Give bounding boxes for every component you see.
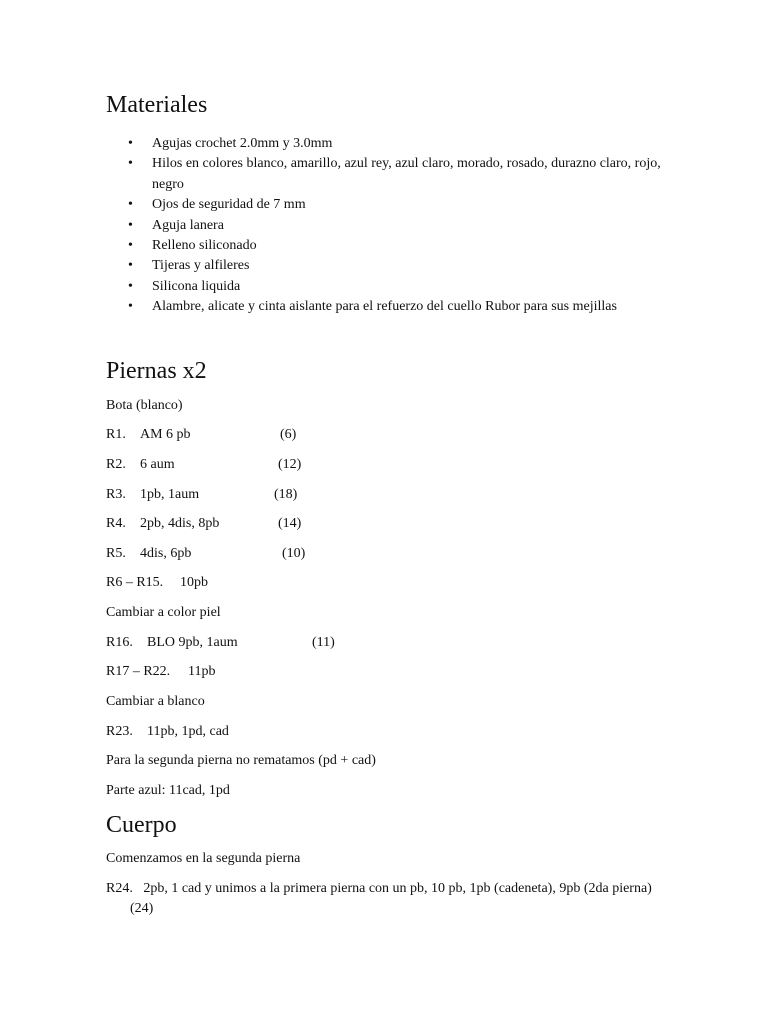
round-label: R1. — [106, 427, 126, 442]
stitch-count: (12) — [278, 457, 302, 472]
round-row-r24 — [106, 879, 666, 919]
round-instruction: 11pb, 1pd, cad — [147, 724, 229, 739]
round-instruction: BLO 9pb, 1aum — [147, 635, 238, 650]
list-item: • Tijeras y alfileres — [106, 256, 666, 276]
comenzamos-text: Comenzamos en la segunda pierna — [106, 851, 301, 866]
round-label: R5. — [106, 546, 126, 561]
cuerpo-heading: Cuerpo — [106, 812, 177, 838]
round-label: R17 – R22. — [106, 664, 171, 679]
list-item: • Agujas crochet 2.0mm y 3.0mm — [106, 134, 666, 154]
color-change-piel: Cambiar a color piel — [106, 605, 221, 620]
round-instruction: 11pb — [188, 664, 216, 679]
bota-label: Bota (blanco) — [106, 398, 183, 413]
stitch-count: (11) — [312, 635, 335, 650]
list-item: • Aguja lanera — [106, 216, 666, 236]
materiales-heading: Materiales — [106, 92, 208, 118]
round-instruction: 6 aum — [140, 457, 175, 472]
parte-azul: Parte azul: 11cad, 1pd — [106, 783, 230, 798]
round-instruction: 4dis, 6pb — [140, 546, 192, 561]
round-instruction: AM 6 pb — [140, 427, 191, 442]
round-instruction: 10pb — [180, 575, 208, 590]
list-item: • Silicona liquida — [106, 277, 666, 297]
round-label: R23. — [106, 724, 133, 739]
round-instruction: 2pb, 4dis, 8pb — [140, 516, 220, 531]
piernas-heading: Piernas x2 — [106, 358, 207, 384]
round-label: R2. — [106, 457, 126, 472]
materials-list — [106, 134, 666, 318]
round-label: R3. — [106, 487, 126, 502]
round-label: R16. — [106, 635, 133, 650]
round-label: R6 – R15. — [106, 575, 164, 590]
list-item: • Hilos en colores blanco, amarillo, azul rey, azul claro, morado, rosado, durazno claro, rojo, negro — [106, 154, 666, 195]
segunda-pierna-note: Para la segunda pierna no rematamos (pd + cad) — [106, 753, 376, 768]
round-label: R4. — [106, 516, 126, 531]
round-label: R24. — [106, 881, 133, 896]
list-item: • Relleno siliconado — [106, 236, 666, 256]
stitch-count: (6) — [280, 427, 297, 442]
stitch-count: (10) — [282, 546, 306, 561]
list-item: • Ojos de seguridad de 7 mm — [106, 195, 666, 215]
list-item: • Alambre, alicate y cinta aislante para el refuerzo del cuello Rubor para sus mejillas — [106, 297, 666, 317]
color-change-blanco: Cambiar a blanco — [106, 694, 205, 709]
stitch-count: (14) — [278, 516, 302, 531]
stitch-count: (18) — [274, 487, 298, 502]
round-instruction: 1pb, 1aum — [140, 487, 200, 502]
round-instruction: 2pb, 1 cad y unimos a la primera pierna con un pb, 10 pb, 1pb (cadeneta), 9pb (2da pierna) — [143, 881, 652, 896]
stitch-count: (24) — [130, 901, 154, 916]
